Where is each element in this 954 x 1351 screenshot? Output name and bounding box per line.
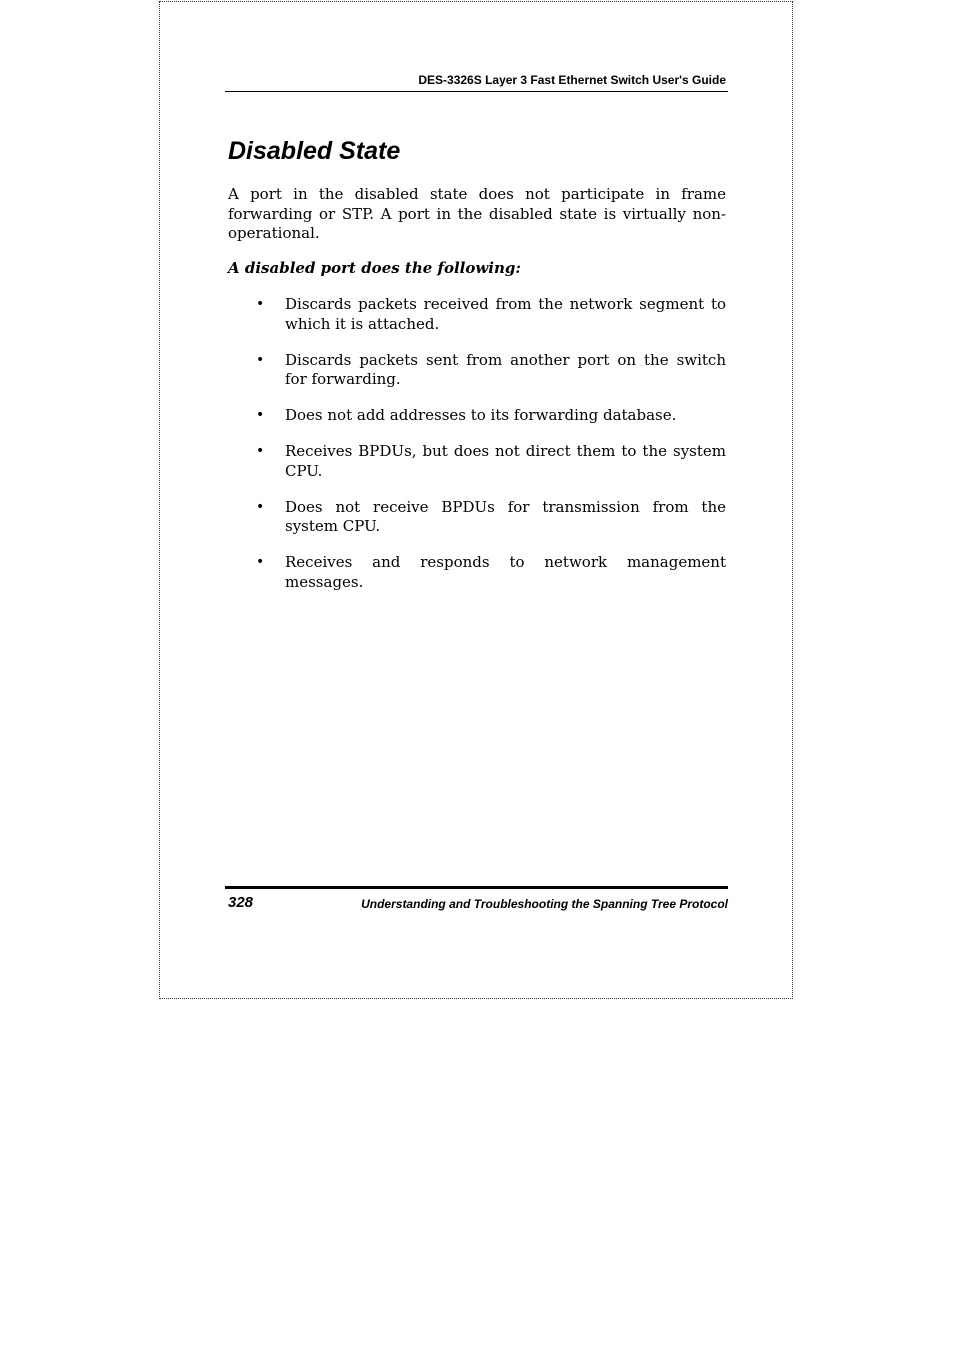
list-item-text: Does not receive BPDUs for transmission from the system CPU. [285, 497, 726, 535]
bullet-list [228, 295, 726, 609]
bullet-icon: • [256, 498, 265, 515]
list-item [228, 442, 726, 481]
section-title: Disabled State [228, 137, 401, 165]
running-header: DES-3326S Layer 3 Fast Ethernet Switch User's Guide [418, 73, 726, 87]
list-item-text: Discards packets received from the network segment to which it is attached. [285, 295, 726, 333]
header-rule [225, 91, 728, 92]
page-number: 328 [228, 894, 254, 911]
list-item [228, 351, 726, 390]
bullet-icon: • [256, 443, 265, 459]
bullet-icon: • [256, 554, 265, 570]
bullet-icon: • [256, 351, 265, 368]
list-item-text: Receives BPDUs, but does not direct them to the system CPU. [285, 442, 726, 480]
list-item [228, 406, 726, 426]
bullet-icon: • [256, 296, 265, 312]
intro-paragraph: A port in the disabled state does not participate in frame forwarding or STP. A port in the disabled state is virtually non-operational. [228, 185, 726, 242]
list-item [228, 553, 726, 592]
footer-chapter-title: Understanding and Troubleshooting the Spanning Tree Protocol [361, 897, 728, 911]
footer-rule [225, 886, 728, 889]
bullet-icon: • [256, 407, 265, 423]
list-item-text: Does not add addresses to its forwarding database. [285, 406, 677, 424]
list-item [228, 295, 726, 334]
list-item-text: Receives and responds to network management messages. [285, 553, 726, 591]
list-item [228, 498, 726, 537]
list-subheading: A disabled port does the following: [228, 259, 521, 277]
list-item-text: Discards packets sent from another port on the switch for forwarding. [285, 350, 726, 388]
